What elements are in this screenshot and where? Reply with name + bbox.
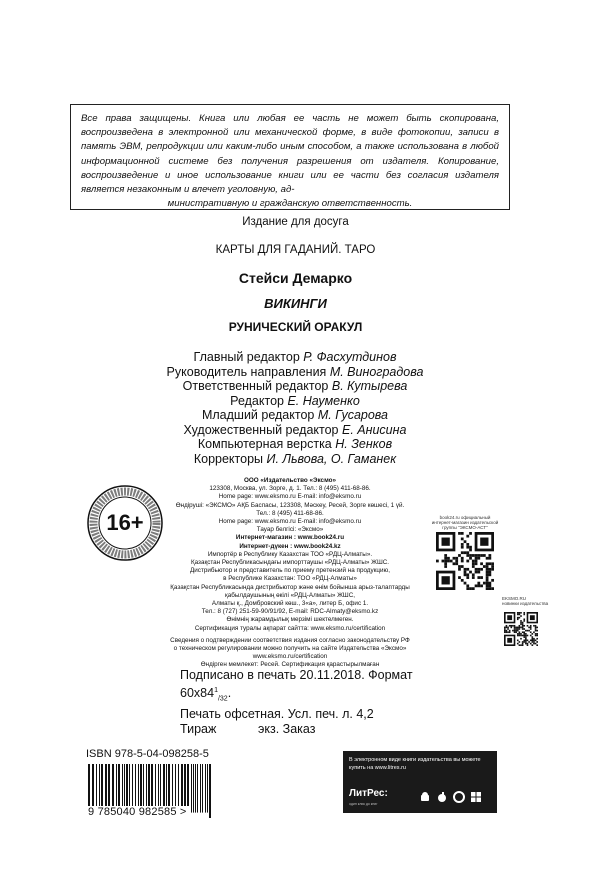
rights-notice-last-line: министративную и гражданскую ответственность. (167, 198, 413, 210)
litres-banner (343, 751, 497, 813)
publisher-line: Өндіруші: «ЭКСМО» АҚБ Баспасы, 123308, Мәскеу, Ресей, Зорге көшесі, 1 үй. (175, 501, 405, 509)
qr-book24-caption: book24.ru официальный интернет-магазин издательской группы "ЭКСМО-АСТ" (431, 515, 499, 530)
qr-code-eksmo (504, 612, 538, 646)
author-name: Стейси Демарко (238, 270, 353, 286)
publisher-line: Қазақстан Республикасында дистрибьютор және өнім бойынша арыз-талаптарды (170, 583, 410, 591)
format-fraction-sub: /32 (217, 695, 228, 703)
publisher-line: Тел.: 8 (727) 251-59-90/91/92, E-mail: RDC-Almaty@eksmo.kz (201, 608, 379, 616)
publisher-line: Алматы қ., Домбровский көш., 3«а», литер Б, офис 1. (211, 600, 369, 608)
staff-row (60, 365, 530, 380)
qr-eksmo-caption (502, 596, 582, 606)
publisher-info (150, 477, 430, 670)
store-icons (419, 790, 482, 802)
litres-tagline: один клик до книг (349, 802, 378, 806)
staff-role: Художественный редактор (183, 422, 339, 437)
publisher-line: Home page: www.eksmo.ru E-mail: info@eksmo.ru (218, 518, 362, 526)
staff-row (60, 408, 530, 423)
format-fraction-sup: 1 (214, 687, 218, 694)
staff-role: Редактор (230, 393, 284, 408)
barcode-digits: 9 785040 982585 > (88, 806, 187, 818)
publisher-line: Қазақстан Республикасындағы импорттаушы «РДЦ-Алматы» ЖШС. (190, 559, 390, 567)
age-rating-label: 16+ (106, 510, 144, 535)
isbn-number: ISBN 978-5-04-098258-5 (86, 748, 209, 760)
staff-row (60, 437, 530, 452)
staff-row (60, 423, 530, 438)
staff-row (60, 394, 530, 409)
publisher-line: Өнімнің жарамдылық мерзімі шектелмеген. (226, 616, 354, 624)
publisher-line: Интернет-магазин : www.book24.ru (235, 534, 345, 542)
litres-logo: ЛитРес: (349, 788, 388, 799)
staff-row (60, 452, 530, 467)
edition-type: Издание для досуга (242, 216, 349, 228)
publisher-line: Тел.: 8 (495) 411-68-86. (256, 509, 324, 517)
print-info-line3: Тираж экз. Заказ (180, 721, 316, 736)
publisher-line: Өндірген мемлекет: Ресей. Сертификация қарастырылмаған (200, 661, 380, 669)
staff-row (60, 379, 530, 394)
android-icon (419, 790, 431, 802)
staff-name: И. Львова, О. Гаманек (266, 451, 397, 466)
publisher-line: қабылдаушының өкілі «РДЦ-Алматы» ЖШС, (224, 591, 355, 599)
staff-name: М. Гусарова (317, 408, 389, 422)
publisher-line: 123308, Москва, ул. Зорге, д. 1. Тел.: 8 (495) 411-68-86. (209, 485, 371, 493)
windows-phone-icon (453, 790, 465, 802)
windows-icon (470, 790, 482, 802)
staff-role: Компьютерная верстка (197, 437, 332, 451)
publisher-line: Интернет-дүкен : www.book24.kz (239, 542, 341, 550)
publisher-line: Тауар белгісі: «Эксмо» (256, 526, 324, 534)
staff-name: М. Виноградова (329, 364, 424, 379)
publisher-line: Импортёр в Республику Казахстан ТОО «РДЦ-Алматы». (207, 550, 373, 558)
publisher-line: Сведения о подтверждении соответствия издания согласно законодательству РФ (170, 636, 410, 644)
print-info-signed: Подписано в печать 20.11.2018. Формат 60x84 (180, 668, 413, 701)
publisher-line: ООО «Издательство «Эксмо» (243, 477, 336, 484)
staff-name: В. Кутырева (331, 379, 408, 393)
print-info-line1: Подписано в печать 20.11.2018. Формат $60x84^1_{/32}$. (180, 668, 413, 703)
staff-name: Н. Зенков (335, 437, 393, 451)
publisher-line: Home page: www.eksmo.ru E-mail: info@eksmo.ru (218, 493, 362, 501)
litres-text: В электронном виде книги издательства вы можете купить на www.litres.ru (349, 757, 481, 771)
rights-notice-body: Все права защищены. Книга или любая ее часть не может быть скопирована, воспроизведена в электронной или механической форме, в виде фотокопии, записи в память ЭВМ, репродукции или каким-либо иным способом, а также использована в любой информационной системе без получения разрешения от издателя. Копирование, воспроизведение и иное использование книги или ее части без согласия издателя является незаконным и влечет уголовную, ад- (81, 113, 499, 196)
qr-eksmo-caption-line1: EKSMO.RU (502, 596, 527, 601)
publisher-line: в Республике Казахстан: ТОО «РДЦ-Алматы» (223, 575, 357, 583)
publisher-line: Сертификация туралы ақпарат сайтта: www.eksmo.ru/certification (194, 624, 386, 632)
staff-role: Главный редактор (193, 350, 300, 364)
print-info-line2: Печать офсетная. Усл. печ. л. 4,2 (180, 706, 374, 721)
staff-role: Корректоры (193, 451, 264, 466)
publisher-line: о техническом регулировании можно получить на сайте Издательства «Эксмо» (173, 645, 407, 653)
edition-series: КАРТЫ ДЛЯ ГАДАНИЙ. ТАРО (215, 244, 376, 256)
publisher-line: Дистрибьютор и представитель по приему претензий на продукцию, (190, 567, 390, 575)
staff-role: Руководитель направления (166, 364, 327, 379)
qr-eksmo-caption-line2: новинки издательства (502, 601, 549, 606)
rights-notice (70, 104, 510, 210)
staff-row (60, 350, 530, 365)
staff-role: Младший редактор (201, 408, 315, 422)
staff-name: Е. Науменко (287, 393, 360, 408)
qr-code-book24 (436, 532, 494, 590)
staff-name: Е. Анисина (341, 422, 407, 437)
apple-icon (436, 790, 448, 802)
book-title: ВИКИНГИ (264, 296, 327, 311)
staff-list (60, 350, 530, 466)
print-info (180, 668, 450, 737)
book-subtitle: РУНИЧЕСКИЙ ОРАКУЛ (228, 320, 363, 334)
publisher-line: www.eksmo.ru/certification (252, 653, 328, 661)
staff-role: Ответственный редактор (182, 379, 329, 393)
staff-name: Р. Фасхутдинов (303, 350, 397, 364)
